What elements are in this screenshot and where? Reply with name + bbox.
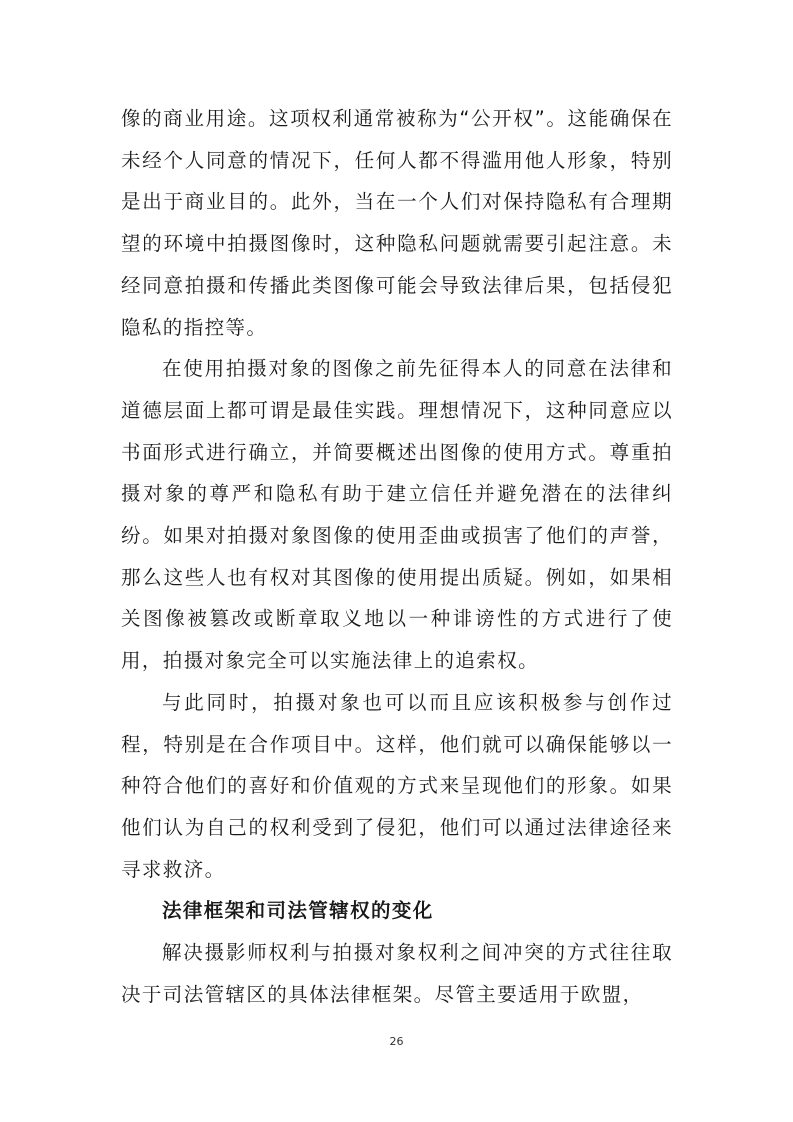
section-heading: 法律框架和司法管辖权的变化 — [162, 899, 434, 923]
page-content — [121, 98, 673, 1015]
paragraph-consent: 在使用拍摄对象的图像之前先征得本人的同意在法律和道德层面上都可谓是最佳实践。理想情况下，这种同意应以书面形式进行确立，并简要概述出图像的使用方式。尊重拍摄对象的尊严和隐私有助于建立信任并避免潜在的法律纠纷。如果对拍摄对象图像的使用歪曲或损害了他们的声誉，那么这些人也有权对其图像的使用提出质疑。例如，如果相关图像被篡改或断章取义地以一种诽谤性的方式进行了使用，拍摄对象完全可以实施法律上的追索权。 — [121, 357, 673, 673]
page-number: 26 — [389, 1035, 404, 1048]
paragraph-participation: 与此同时，拍摄对象也可以而且应该积极参与创作过程，特别是在合作项目中。这样，他们就可以确保能够以一种符合他们的喜好和价值观的方式来呈现他们的形象。如果他们认为自己的权利受到了侵犯，他们可以通过法律途径来寻求救济。 — [121, 690, 673, 881]
paragraph-continuation: 像的商业用途。这项权利通常被称为“公开权”。这能确保在未经个人同意的情况下，任何人都不得滥用他人形象，特别是出于商业目的。此外，当在一个人们对保持隐私有合理期望的环境中拍摄图像时，这种隐私问题就需要引起注意。未经同意拍摄和传播此类图像可能会导致法律后果，包括侵犯隐私的指控等。 — [121, 107, 673, 339]
paragraph-jurisdiction: 解决摄影师权利与拍摄对象权利之间冲突的方式往往取决于司法管辖区的具体法律框架。尽管主要适用于欧盟， — [121, 941, 673, 1006]
